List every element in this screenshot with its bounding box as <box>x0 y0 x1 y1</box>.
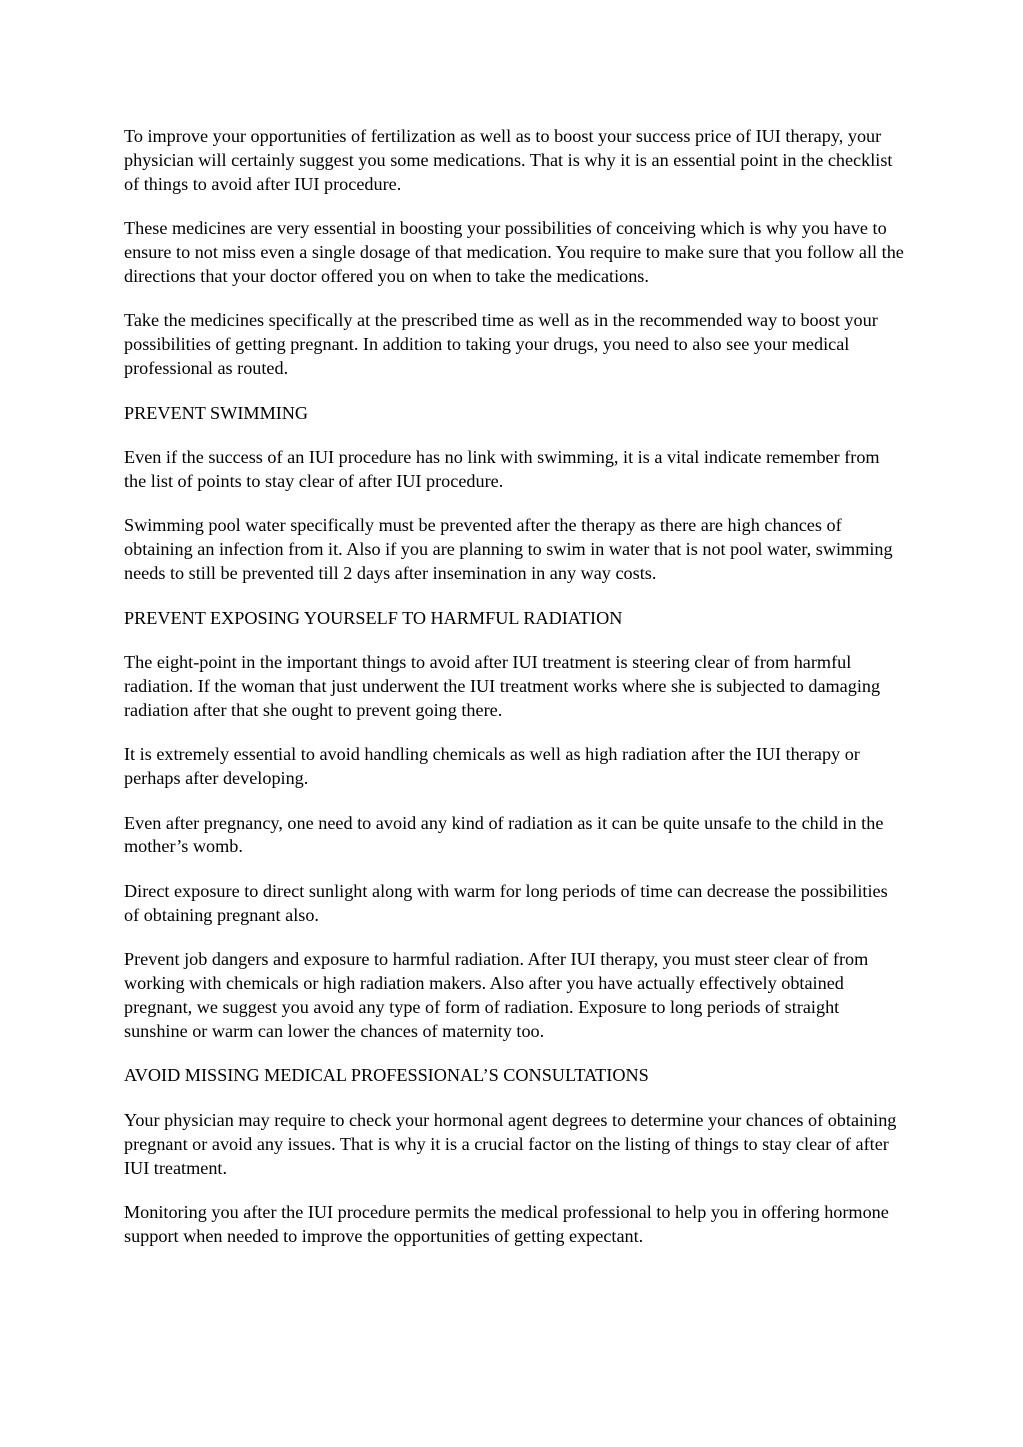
document-page <box>124 125 904 1269</box>
paragraph-hormonal-check: Your physician may require to check your hormonal agent degrees to determine your chances of obtaining pregnant or avoid any issues. That is why it is a crucial factor on the listing of things to stay clear of after IUI treatment. <box>124 1109 897 1178</box>
paragraph-pool-water: Swimming pool water specifically must be prevented after the therapy as there are high chances of obtaining an infection from it. Also if you are planning to swim in water that is not pool water, swimming needs to still be prevented till 2 days after insemination in any way costs. <box>124 515 893 584</box>
paragraph-swimming-link: Even if the success of an IUI procedure has no link with swimming, it is a vital indicate remember from the list of points to stay clear of after IUI procedure. <box>124 447 880 491</box>
paragraph-after-pregnancy: Even after pregnancy, one need to avoid any kind of radiation as it can be quite unsafe to the child in the mother’s womb. <box>124 812 884 857</box>
paragraph-monitoring: Monitoring you after the IUI procedure permits the medical professional to help you in offering hormone support when needed to improve the opportunities of getting expectant. <box>124 1201 889 1246</box>
paragraph-medicines-dosage: These medicines are very essential in boosting your possibilities of conceiving which is why you have to ensure to not miss even a single dosage of that medication. You require to make sure that you follow all the directions that your doctor offered you on when to take the medications. <box>124 218 904 287</box>
heading-prevent-radiation: PREVENT EXPOSING YOURSELF TO HARMFUL RADIATION <box>124 607 623 628</box>
paragraph-medications-intro: To improve your opportunities of fertilization as well as to boost your success price of IUI therapy, your physician will certainly suggest you some medications. That is why it is an essential point in the checklist of things to avoid after IUI procedure. <box>124 126 893 194</box>
heading-prevent-swimming: PREVENT SWIMMING <box>124 402 309 423</box>
paragraph-job-dangers: Prevent job dangers and exposure to harmful radiation. After IUI therapy, you must steer clear of from working with chemicals or high radiation makers. Also after you have actually effectively obtained pregnant, we suggest you avoid any type of form of radiation. Exposure to long periods of straight sunshine or warm can lower the chances of maternity too. <box>124 949 869 1041</box>
paragraph-prescribed-time: Take the medicines specifically at the prescribed time as well as in the recommended way to boost your possibilities of getting pregnant. In addition to taking your drugs, you need to also see your medical professional as routed. <box>124 310 878 379</box>
paragraph-chemicals: It is extremely essential to avoid handling chemicals as well as high radiation after the IUI therapy or perhaps after developing. <box>124 744 860 789</box>
paragraph-sunlight: Direct exposure to direct sunlight along with warm for long periods of time can decrease the possibilities of obtaining pregnant also. <box>124 880 888 925</box>
paragraph-eight-point: The eight-point in the important things to avoid after IUI treatment is steering clear of from harmful radiation. If the woman that just underwent the IUI treatment works where she is subjected to damaging radiation after that she ought to prevent going there. <box>124 652 881 720</box>
heading-consultations: AVOID MISSING MEDICAL PROFESSIONAL’S CONSULTATIONS <box>124 1065 649 1086</box>
